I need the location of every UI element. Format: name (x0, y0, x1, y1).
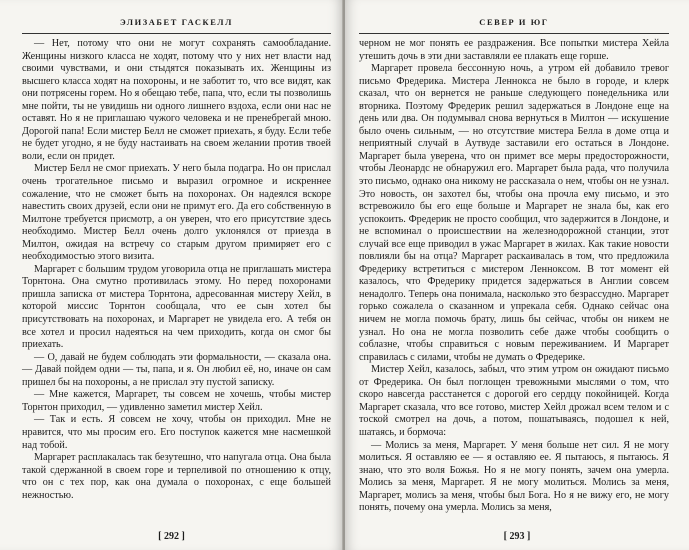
paragraph: — Нет, потому что они не могут сохранять самообладание. Женщины низкого класса не ходят, потому что у них нет власти над своими чувствами, и они стыдятся показывать их. Женщины из высшего класса ходят на похороны, и не заботит то, что все видят, как они потрясены горем. Но я обещаю тебе, папа, что, если ты позволишь мне пойти, ты не увидишь ни одного лишнего вздоха, если они нас не оставят. Но я не приглашаю чужого человека и не пренебрегай мною. Дорогой папа! Если мистер Белл не сможет приехать, я буду. Если тебе не будет угодно, я не буду настаивать на своем желании против твоей воли, если он придет. (22, 38, 331, 162)
paragraph: — Молись за меня, Маргарет. У меня больше нет сил. Я не могу молиться. Я оставляю ее — я оставляю ее. Я пытаюсь, я пытаюсь. Я знаю, что это воля Божья. Но я не могу понять, зачем она умерла. Молись за меня, Маргарет. Я не могу молиться. Молись за меня, Маргарет, молись за меня, чтобы был Бога. Но я не вижу его, не могу понять, почему она умерла. Молись за меня, (359, 439, 669, 514)
paragraph: — О, давай не будем соблюдать эти формальности, — сказала она. — Давай пойдем одни — ты, папа, и я. Он любил её, но, иначе он сам пришел бы на похороны, а не прислал эту пустой записку. (22, 351, 331, 388)
page-number-right: [ 293 ] (503, 531, 531, 542)
right-page (345, 0, 689, 550)
page-number-left: [ 292 ] (158, 531, 185, 542)
paragraph: Маргарет провела бессонную ночь, а утром ей добавило тревог письмо Фредерика. Мистера Леннокса не было в городе, и клерк сказал, что он вернется не раньше следующего понедельника или вторника. Поэтому Фредерик решил задержаться в Лондоне еще на день или два. Он подумывал снова вернуться в Милтон — искушение было очень сильным, — но отсутствие мистера Белла в доме отца и неприятный случай в Аутвуде заставили его остаться в Лондоне. Маргарет была уверена, что он примет все меры предосторожности, чтобы Леонардс не обнаружил его. Маргарет была рада, что получила это письмо, однако она никому не рассказала о нем, чтобы он не узнал. Это новость, он захотел бы, чтобы она прочла ему письмо, и это встревожило бы его еще больше и Маргарет не знала бы, как его успокоить. Фредерик не просто сообщил, что задержится в Лондоне, и не вспоминал о происшествии на железнодорожной станции, этот случай все еще приводил в ужас Маргарет в жилах. Как такие новости повлияли бы на отца? Маргарет раскаивалась в том, что предложила Фредерику встретиться с мистером Ленноксом. В тот момент ей казалось, что Фредерику придется задержаться в Англии совсем ненадолго. Теперь она понимала, насколько это безрассудно. Маргарет горько сожалела о сказанном и упрекала себя. Однако сейчас она ничем не могла помочь брату, лишь бы сейчас, чтобы он никем не узнал. Но она не могла позволить себе даже чтобы сообщить о соблазне, чтобы справиться с новым переживанием. И Маргарет справилась с силами, чтобы не думать о Фредерике. (359, 63, 669, 363)
paragraph: Мистер Хейл, казалось, забыл, что этим утром он ожидают письмо от Фредерика. Он был поглощен тревожными мыслями о том, что скоро навсегда расстанется с дорогой его сердцу покойницей. Когда Маргарет сказала, что все готово, мистер Хейл дрожал всем телом и с тоской смотрел на дочь, а потом, пошатываясь, подошел к ней, шатаясь, и бормоча: (359, 364, 669, 438)
left-page-text (22, 38, 331, 502)
paragraph: — Так и есть. Я совсем не хочу, чтобы он приходил. Мне не нравится, что мы просим его. Его поступок кажется мне насмешкой над тобой. (22, 414, 331, 451)
header-rule (22, 33, 331, 34)
paragraph: Маргарет с большим трудом уговорила отца не приглашать мистера Торнтона. Она смутно противилась этому. Но перед похоронами пришла записка от мистера Торнтона, адресованная мистеру Хейл, в которой миссис Торнтон сообщала, что ее сын хотел бы присутствовать на похоронах, и Маргарет не увидела его. А тебя он все хотел и просил надеяться на чем приходить, когда он смог бы приехать. (22, 263, 331, 351)
left-page (0, 0, 343, 550)
paragraph: Мистер Белл не смог приехать. У него была подагра. Но он прислал очень трогательное письмо и выразил огромное и искреннее сожаление, что не сможет быть на похоронах. Он надеялся вскоре навестить своих друзей, если они не примут его. Да его собственную в Милтоне требуется присмотр, а он уверен, что его присутствие здесь необходимо. Мистер Белл очень долго уклонялся от приезда в Милтон, ожидая на встречу со старым другом примиряет его с необходимостью этого визита. (22, 163, 331, 263)
running-head-title: СЕВЕР И ЮГ (479, 18, 549, 27)
paragraph: черном не мог понять ее раздражения. Все попытки мистера Хейла утешить дочь в эти дни заставляли ее плакать еще горше. (359, 38, 669, 62)
header-rule (359, 33, 669, 34)
paragraph: — Мне кажется, Маргарет, ты совсем не хочешь, чтобы мистер Торнтон приходил, — удивленно заметил мистер Хейл. (22, 389, 331, 413)
running-head-author: ЭЛИЗАБЕТ ГАСКЕЛЛ (120, 18, 233, 27)
right-page-text (359, 38, 669, 515)
paragraph: Маргарет расплакалась так безутешно, что напугала отца. Она была такой сдержанной в своем горе и терпеливой по отношению к отцу, что он с тех пор, как она думала о похоронах, с еще большей нежностью. (22, 452, 331, 501)
